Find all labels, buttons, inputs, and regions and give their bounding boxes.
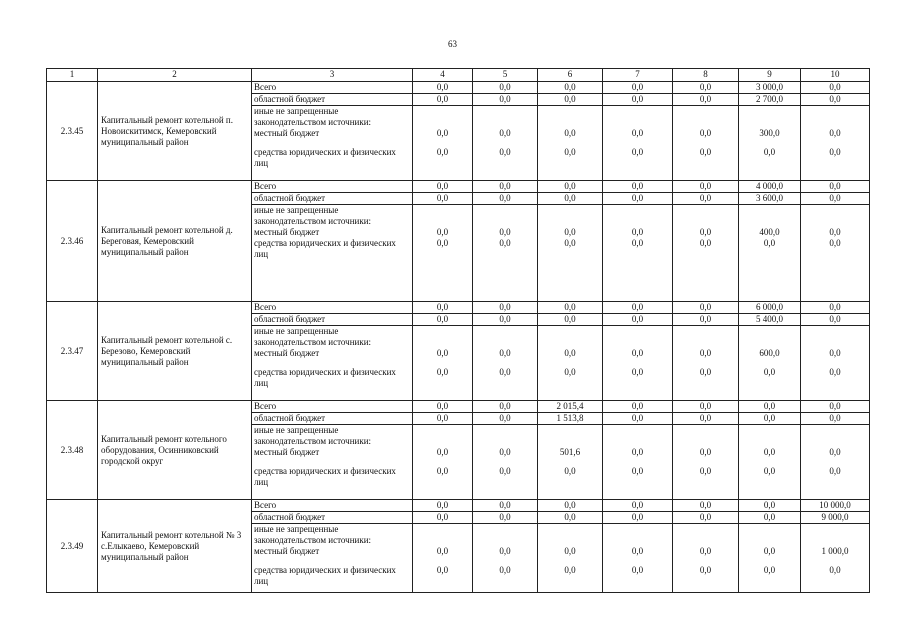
value-legal: 0,0 bbox=[829, 565, 841, 575]
value-local: 300,0 bbox=[759, 128, 780, 138]
value-cell: 0,0 bbox=[538, 82, 603, 94]
value-local: 400,0 bbox=[759, 227, 780, 237]
value-cell bbox=[603, 205, 673, 302]
value-cell: 0,0 bbox=[673, 82, 739, 94]
value-local: 1 000,0 bbox=[821, 546, 849, 556]
value-cell: 0,0 bbox=[801, 314, 870, 326]
value-cell: 0,0 bbox=[473, 500, 538, 512]
value-cell: 9 000,0 bbox=[801, 512, 870, 524]
column-header: 1 bbox=[47, 69, 98, 82]
value-local: 0,0 bbox=[499, 447, 511, 457]
value-cell bbox=[538, 106, 603, 181]
value-cell: 0,0 bbox=[413, 314, 473, 326]
value-local: 0,0 bbox=[499, 128, 511, 138]
item-code: 2.3.46 bbox=[47, 181, 98, 302]
source-legal: средства юридических и физических лиц bbox=[254, 147, 396, 168]
value-legal: 0,0 bbox=[499, 238, 511, 248]
column-header: 6 bbox=[538, 69, 603, 82]
value-local: 0,0 bbox=[436, 348, 449, 358]
value-cell: 0,0 bbox=[413, 401, 473, 413]
source-other bbox=[252, 425, 413, 500]
value-cell bbox=[739, 326, 801, 401]
value-cell: 0,0 bbox=[473, 94, 538, 106]
page-number: 63 bbox=[448, 39, 457, 49]
value-cell: 0,0 bbox=[801, 302, 870, 314]
item-name: Капитальный ремонт котельной п. Новоискитимск, Кемеровский муниципальный район bbox=[98, 82, 252, 181]
value-cell: 0,0 bbox=[603, 94, 673, 106]
source-total: Всего bbox=[252, 181, 413, 193]
value-legal: 0,0 bbox=[499, 147, 511, 157]
value-cell: 0,0 bbox=[603, 512, 673, 524]
table-row bbox=[47, 82, 870, 94]
value-cell bbox=[413, 106, 473, 181]
value-local: 0,0 bbox=[631, 128, 644, 138]
value-local: 0,0 bbox=[436, 128, 449, 138]
value-cell: 5 400,0 bbox=[739, 314, 801, 326]
value-cell: 0,0 bbox=[473, 413, 538, 425]
value-legal: 0,0 bbox=[829, 466, 841, 476]
value-local: 0,0 bbox=[436, 227, 449, 237]
source-local: местный бюджет bbox=[254, 128, 320, 138]
value-cell: 0,0 bbox=[739, 413, 801, 425]
table-row bbox=[47, 181, 870, 193]
value-cell bbox=[673, 425, 739, 500]
value-legal: 0,0 bbox=[763, 238, 776, 248]
item-code: 2.3.49 bbox=[47, 500, 98, 593]
value-cell: 3 000,0 bbox=[739, 82, 801, 94]
value-legal: 0,0 bbox=[763, 466, 776, 476]
value-cell: 0,0 bbox=[413, 302, 473, 314]
value-local: 0,0 bbox=[564, 546, 576, 556]
value-local: 0,0 bbox=[699, 128, 712, 138]
item-name: Капитальный ремонт котельной № 3 с.Елыкаево, Кемеровский муниципальный район bbox=[98, 500, 252, 593]
value-cell bbox=[473, 326, 538, 401]
value-cell: 0,0 bbox=[413, 82, 473, 94]
source-other-label: иные не запрещенные законодательством источники: bbox=[254, 326, 372, 347]
value-cell bbox=[413, 205, 473, 302]
value-local: 0,0 bbox=[829, 447, 841, 457]
value-local: 0,0 bbox=[564, 227, 576, 237]
item-name: Капитальный ремонт котельного оборудования, Осинниковский городской округ bbox=[98, 401, 252, 500]
value-local: 0,0 bbox=[763, 546, 776, 556]
column-header: 8 bbox=[673, 69, 739, 82]
value-cell: 0,0 bbox=[673, 500, 739, 512]
source-legal: средства юридических и физических лиц bbox=[254, 367, 396, 388]
value-legal: 0,0 bbox=[436, 565, 449, 575]
value-local: 0,0 bbox=[631, 227, 644, 237]
item-code: 2.3.47 bbox=[47, 302, 98, 401]
source-other-label: иные не запрещенные законодательством источники: bbox=[254, 106, 372, 127]
value-legal: 0,0 bbox=[829, 238, 841, 248]
value-cell: 0,0 bbox=[801, 413, 870, 425]
column-header: 4 bbox=[413, 69, 473, 82]
value-local: 0,0 bbox=[763, 447, 776, 457]
value-legal: 0,0 bbox=[499, 565, 511, 575]
value-cell: 1 513,8 bbox=[538, 413, 603, 425]
source-local: местный бюджет bbox=[254, 227, 320, 237]
value-local: 0,0 bbox=[829, 227, 841, 237]
value-legal: 0,0 bbox=[699, 238, 712, 248]
column-header: 2 bbox=[98, 69, 252, 82]
value-cell bbox=[801, 524, 870, 593]
value-local: 0,0 bbox=[699, 447, 712, 457]
value-cell: 0,0 bbox=[473, 302, 538, 314]
value-cell: 0,0 bbox=[603, 302, 673, 314]
value-legal: 0,0 bbox=[499, 367, 511, 377]
source-legal: средства юридических и физических лиц bbox=[254, 565, 396, 586]
value-cell: 0,0 bbox=[673, 181, 739, 193]
value-cell: 0,0 bbox=[413, 181, 473, 193]
value-local: 0,0 bbox=[631, 546, 644, 556]
value-cell: 0,0 bbox=[473, 401, 538, 413]
value-cell: 0,0 bbox=[801, 181, 870, 193]
source-other bbox=[252, 106, 413, 181]
source-regional: областной бюджет bbox=[252, 94, 413, 106]
value-cell: 0,0 bbox=[801, 82, 870, 94]
value-cell: 0,0 bbox=[801, 193, 870, 205]
header-row bbox=[47, 69, 870, 82]
source-other-label: иные не запрещенные законодательством источники: bbox=[254, 205, 372, 226]
source-regional: областной бюджет bbox=[252, 193, 413, 205]
value-cell: 0,0 bbox=[739, 401, 801, 413]
value-cell: 0,0 bbox=[673, 512, 739, 524]
value-cell: 0,0 bbox=[603, 314, 673, 326]
value-cell: 0,0 bbox=[603, 401, 673, 413]
value-cell bbox=[603, 326, 673, 401]
source-other-label: иные не запрещенные законодательством источники: bbox=[254, 524, 372, 545]
value-local: 0,0 bbox=[436, 447, 449, 457]
source-total: Всего bbox=[252, 401, 413, 413]
value-legal: 0,0 bbox=[763, 367, 776, 377]
source-other bbox=[252, 205, 413, 302]
source-local: местный бюджет bbox=[254, 447, 320, 457]
value-cell: 3 600,0 bbox=[739, 193, 801, 205]
value-cell: 0,0 bbox=[413, 413, 473, 425]
column-header: 3 bbox=[252, 69, 413, 82]
value-legal: 0,0 bbox=[699, 466, 712, 476]
value-legal: 0,0 bbox=[631, 466, 644, 476]
value-local: 0,0 bbox=[499, 227, 511, 237]
value-cell bbox=[801, 425, 870, 500]
value-cell: 6 000,0 bbox=[739, 302, 801, 314]
source-local: местный бюджет bbox=[254, 348, 320, 358]
table-row bbox=[47, 401, 870, 413]
value-cell bbox=[538, 425, 603, 500]
value-local: 0,0 bbox=[564, 128, 576, 138]
value-cell bbox=[739, 425, 801, 500]
source-total: Всего bbox=[252, 302, 413, 314]
value-legal: 0,0 bbox=[564, 466, 576, 476]
source-legal: средства юридических и физических лиц bbox=[254, 466, 396, 487]
value-cell: 0,0 bbox=[801, 401, 870, 413]
value-cell: 0,0 bbox=[413, 193, 473, 205]
value-cell bbox=[473, 524, 538, 593]
value-cell: 0,0 bbox=[413, 94, 473, 106]
source-local: местный бюджет bbox=[254, 546, 320, 556]
value-cell bbox=[673, 205, 739, 302]
value-cell: 0,0 bbox=[538, 181, 603, 193]
value-legal: 0,0 bbox=[499, 466, 511, 476]
source-other bbox=[252, 326, 413, 401]
value-cell: 0,0 bbox=[603, 413, 673, 425]
value-cell: 0,0 bbox=[473, 82, 538, 94]
value-local: 0,0 bbox=[829, 128, 841, 138]
value-legal: 0,0 bbox=[829, 367, 841, 377]
value-cell: 0,0 bbox=[413, 500, 473, 512]
column-header: 7 bbox=[603, 69, 673, 82]
value-cell: 0,0 bbox=[673, 94, 739, 106]
value-legal: 0,0 bbox=[564, 147, 576, 157]
source-total: Всего bbox=[252, 82, 413, 94]
value-local: 0,0 bbox=[499, 546, 511, 556]
value-cell: 0,0 bbox=[603, 181, 673, 193]
value-legal: 0,0 bbox=[436, 466, 449, 476]
value-legal: 0,0 bbox=[631, 238, 644, 248]
value-cell bbox=[413, 425, 473, 500]
value-legal: 0,0 bbox=[763, 147, 776, 157]
value-cell bbox=[538, 205, 603, 302]
value-local: 0,0 bbox=[829, 348, 841, 358]
value-cell bbox=[413, 326, 473, 401]
value-cell bbox=[739, 524, 801, 593]
value-cell bbox=[413, 524, 473, 593]
value-legal: 0,0 bbox=[436, 367, 449, 377]
value-legal: 0,0 bbox=[564, 238, 576, 248]
value-cell: 0,0 bbox=[603, 500, 673, 512]
source-regional: областной бюджет bbox=[252, 413, 413, 425]
value-local: 0,0 bbox=[699, 348, 712, 358]
source-other bbox=[252, 524, 413, 593]
table-row bbox=[47, 302, 870, 314]
value-local: 0,0 bbox=[631, 447, 644, 457]
item-name: Капитальный ремонт котельной с. Березово, Кемеровский муниципальный район bbox=[98, 302, 252, 401]
value-local: 0,0 bbox=[499, 348, 511, 358]
value-legal: 0,0 bbox=[564, 565, 576, 575]
value-cell bbox=[538, 326, 603, 401]
value-cell: 0,0 bbox=[603, 82, 673, 94]
value-cell: 0,0 bbox=[473, 181, 538, 193]
value-cell bbox=[473, 425, 538, 500]
value-legal: 0,0 bbox=[699, 565, 712, 575]
value-legal: 0,0 bbox=[436, 147, 449, 157]
value-cell: 0,0 bbox=[538, 512, 603, 524]
value-cell: 0,0 bbox=[603, 193, 673, 205]
value-local: 0,0 bbox=[564, 348, 576, 358]
value-local: 501,6 bbox=[559, 447, 581, 457]
value-cell: 0,0 bbox=[538, 302, 603, 314]
value-legal: 0,0 bbox=[631, 565, 644, 575]
item-code: 2.3.45 bbox=[47, 82, 98, 181]
column-header: 5 bbox=[473, 69, 538, 82]
value-cell: 0,0 bbox=[801, 94, 870, 106]
column-header: 10 bbox=[801, 69, 870, 82]
value-cell bbox=[603, 106, 673, 181]
value-cell: 0,0 bbox=[473, 512, 538, 524]
value-cell: 2 700,0 bbox=[739, 94, 801, 106]
value-cell: 0,0 bbox=[673, 401, 739, 413]
value-local: 0,0 bbox=[631, 348, 644, 358]
value-legal: 0,0 bbox=[763, 565, 776, 575]
value-cell: 0,0 bbox=[538, 94, 603, 106]
value-cell bbox=[673, 106, 739, 181]
value-cell bbox=[473, 205, 538, 302]
value-local: 0,0 bbox=[436, 546, 449, 556]
value-cell bbox=[801, 106, 870, 181]
value-cell: 0,0 bbox=[473, 314, 538, 326]
source-other-label: иные не запрещенные законодательством источники: bbox=[254, 425, 372, 446]
value-cell bbox=[603, 524, 673, 593]
source-total: Всего bbox=[252, 500, 413, 512]
value-cell bbox=[538, 524, 603, 593]
value-cell bbox=[739, 205, 801, 302]
value-cell: 0,0 bbox=[739, 512, 801, 524]
item-code: 2.3.48 bbox=[47, 401, 98, 500]
value-cell: 0,0 bbox=[538, 500, 603, 512]
source-legal: средства юридических и физических лиц bbox=[254, 238, 396, 259]
value-cell bbox=[473, 106, 538, 181]
value-cell bbox=[739, 106, 801, 181]
value-cell: 0,0 bbox=[673, 193, 739, 205]
value-local: 0,0 bbox=[699, 227, 712, 237]
value-cell bbox=[673, 326, 739, 401]
value-local: 600,0 bbox=[759, 348, 780, 358]
value-cell: 4 000,0 bbox=[739, 181, 801, 193]
table-row bbox=[47, 500, 870, 512]
column-header: 9 bbox=[739, 69, 801, 82]
value-cell: 0,0 bbox=[538, 193, 603, 205]
value-cell: 0,0 bbox=[739, 500, 801, 512]
value-cell bbox=[801, 326, 870, 401]
value-cell bbox=[673, 524, 739, 593]
value-local: 0,0 bbox=[699, 546, 712, 556]
budget-table bbox=[46, 68, 870, 593]
value-legal: 0,0 bbox=[436, 238, 449, 248]
value-legal: 0,0 bbox=[829, 147, 841, 157]
value-cell: 0,0 bbox=[413, 512, 473, 524]
value-legal: 0,0 bbox=[699, 367, 712, 377]
value-cell: 10 000,0 bbox=[801, 500, 870, 512]
source-regional: областной бюджет bbox=[252, 512, 413, 524]
value-cell: 0,0 bbox=[673, 413, 739, 425]
value-cell bbox=[603, 425, 673, 500]
source-regional: областной бюджет bbox=[252, 314, 413, 326]
value-cell bbox=[801, 205, 870, 302]
value-cell: 2 015,4 bbox=[538, 401, 603, 413]
value-legal: 0,0 bbox=[631, 147, 644, 157]
value-cell: 0,0 bbox=[538, 314, 603, 326]
value-cell: 0,0 bbox=[473, 193, 538, 205]
value-legal: 0,0 bbox=[631, 367, 644, 377]
value-legal: 0,0 bbox=[564, 367, 576, 377]
value-cell: 0,0 bbox=[673, 302, 739, 314]
value-cell: 0,0 bbox=[673, 314, 739, 326]
value-legal: 0,0 bbox=[699, 147, 712, 157]
item-name: Капитальный ремонт котельной д. Береговая, Кемеровский муниципальный район bbox=[98, 181, 252, 302]
